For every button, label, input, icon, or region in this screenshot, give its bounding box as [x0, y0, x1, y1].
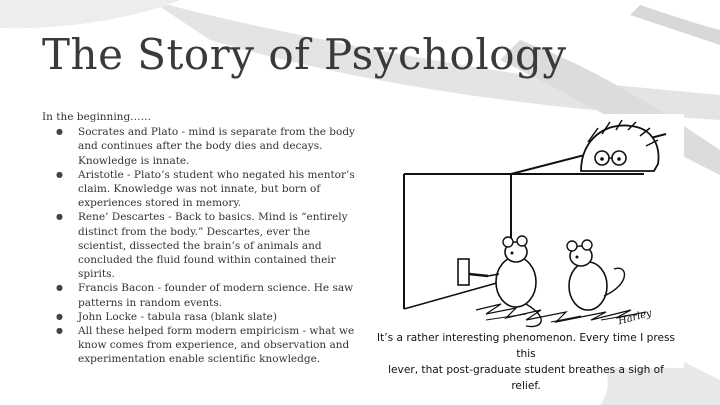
rat-observing [567, 240, 624, 310]
rat-lever-cartoon [366, 114, 684, 392]
bullet-bacon: ● Francis Bacon - founder of modern science. He saw patterns in random events. [42, 281, 360, 309]
slide-title: The Story of Psychology [42, 30, 567, 79]
slide-body [42, 110, 360, 367]
caption-line-1: It’s a rather interesting phenomenon. Every time I press this [376, 332, 676, 360]
bullet-empiricism: ● All these helped form modern empiricism - what we know comes from experience, and observation and experimentation enable scientific knowledge. [42, 324, 360, 367]
bullet-socrates-plato: ● Socrates and Plato - mind is separate from the body and continues after the body dies and decays. Knowledge is innate. [42, 125, 360, 168]
artist-signature: Harley [617, 307, 653, 328]
bullet-descartes: ● Rene’ Descartes - Back to basics. Mind is “entirely distinct from the body.” Descartes, ever the scientist, dissected the brain’s of animals and concluded the fluid found within contained their spirits. [42, 210, 360, 281]
intro-text: In the beginning…… [42, 111, 152, 123]
rat-pressing-lever [488, 236, 541, 327]
bullet-locke: ● John Locke - tabula rasa (blank slate) [42, 310, 360, 324]
lever [458, 259, 488, 285]
cartoon-caption [372, 330, 680, 394]
bullet-list [42, 125, 360, 366]
caption-line-2: lever, that post-graduate student breathes a sigh of relief. [388, 364, 664, 392]
student-head [581, 120, 659, 171]
bullet-aristotle: ● Aristotle - Plato’s student who negated his mentor’s claim. Knowledge was not innate, but born of experiences stored in memory. [42, 168, 360, 211]
